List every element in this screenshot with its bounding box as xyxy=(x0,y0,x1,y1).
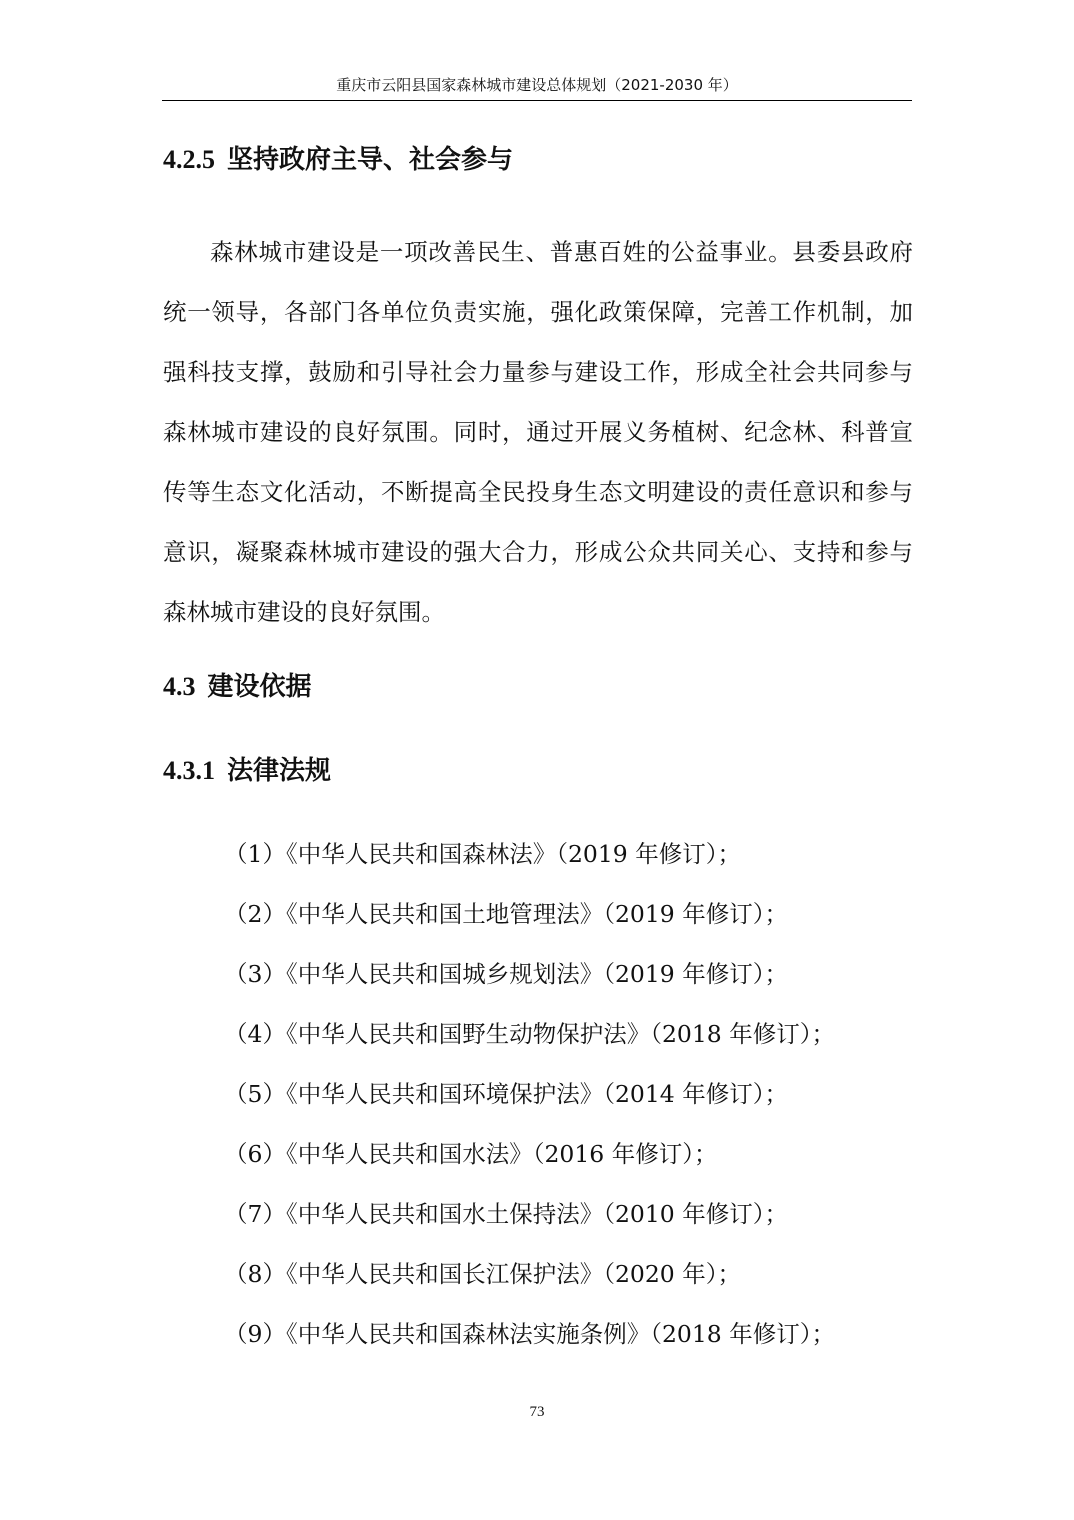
law-list xyxy=(224,824,835,1364)
running-header-title: 重庆市云阳县国家森林城市建设总体规划（2021-2030 年） xyxy=(336,76,738,94)
law-list-item: （5）《中华人民共和国环境保护法》（2014 年修订）； xyxy=(224,1080,788,1108)
body-paragraph: 森林城市建设是一项改善民生、普惠百姓的公益事业。县委县政府统一领导，各部门各单位负责实施，强化政策保障，完善工作机制，加强科技支撑，鼓励和引导社会力量参与建设工作，形成全社会共同参与森林城市建设的良好氛围。同时，通过开展义务植树、纪念林、科普宣传等生态文化活动，不断提高全民投身生态文明建设的责任意识和参与意识，凝聚森林城市建设的强大合力，形成公众共同关心、支持和参与森林城市建设的良好氛围。 xyxy=(163,238,913,626)
section-heading-4-3-1 xyxy=(163,753,331,789)
law-list-item: （7）《中华人民共和国水土保持法》（2010 年修订）； xyxy=(224,1200,788,1228)
law-list-item: （4）《中华人民共和国野生动物保护法》（2018 年修订）； xyxy=(224,1020,835,1048)
law-list-item: （3）《中华人民共和国城乡规划法》（2019 年修订）； xyxy=(224,960,788,988)
running-header xyxy=(162,74,912,101)
section-heading-4-2-5 xyxy=(163,142,513,178)
law-list-item: （2）《中华人民共和国土地管理法》（2019 年修订）； xyxy=(224,900,788,928)
law-list-item: （1）《中华人民共和国森林法》（2019 年修订）； xyxy=(224,840,741,868)
section-title: 坚持政府主导、社会参与 xyxy=(227,145,514,175)
page-number: 73 xyxy=(529,1404,545,1420)
section-heading-4-3 xyxy=(163,669,312,705)
law-list-item: （8）《中华人民共和国长江保护法》（2020 年）； xyxy=(224,1260,741,1288)
section-title: 法律法规 xyxy=(227,756,332,786)
section-number: 4.2.5 xyxy=(163,145,215,174)
law-list-item: （9）《中华人民共和国森林法实施条例》（2018 年修订）； xyxy=(224,1320,835,1348)
section-title: 建设依据 xyxy=(207,672,312,702)
section-number: 4.3 xyxy=(163,672,196,701)
law-list-item: （6）《中华人民共和国水法》（2016 年修订）； xyxy=(224,1140,718,1168)
section-number: 4.3.1 xyxy=(163,756,215,785)
